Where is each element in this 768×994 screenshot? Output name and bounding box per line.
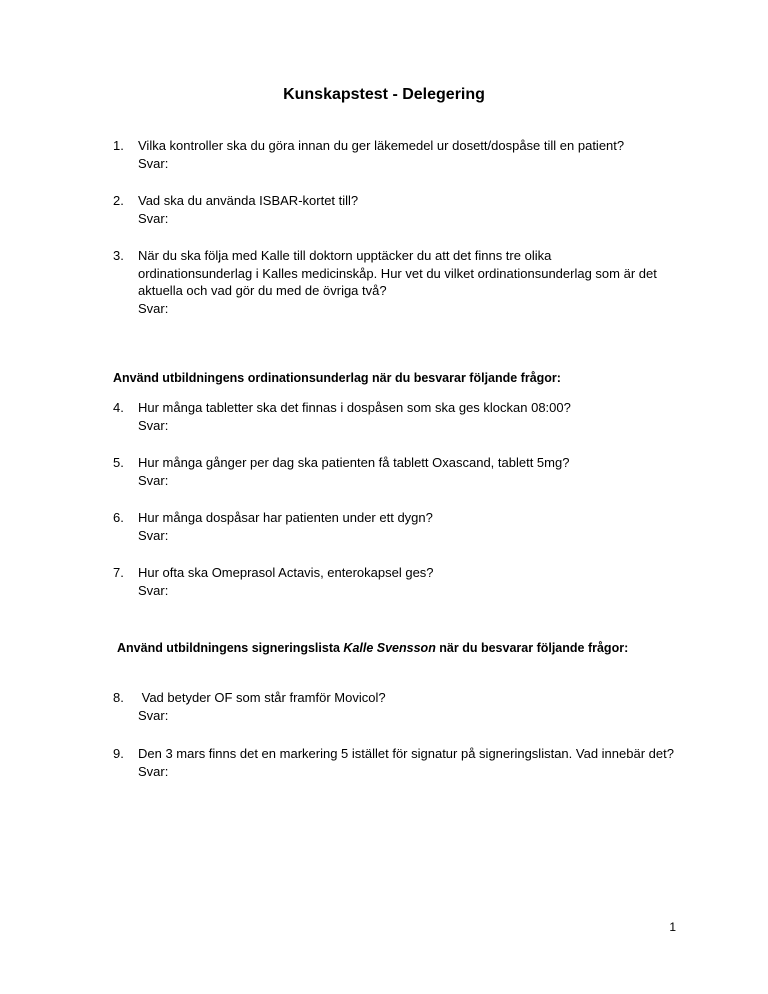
answer-label: Svar: bbox=[138, 527, 169, 543]
question-2 bbox=[113, 192, 713, 227]
question-number: 4. bbox=[113, 400, 124, 415]
answer-label: Svar: bbox=[138, 300, 169, 316]
section-heading-text: Använd utbildningens signeringslista bbox=[117, 641, 344, 655]
question-text-line: ordinationsunderlag i Kalles medicinskåp. Hur vet du vilket ordinationsunderlag som är det bbox=[138, 265, 657, 281]
page-number: 1 bbox=[669, 920, 676, 934]
question-1 bbox=[113, 137, 713, 172]
question-7 bbox=[113, 564, 713, 599]
question-3 bbox=[113, 247, 713, 317]
question-number: 6. bbox=[113, 510, 124, 525]
question-text-line: När du ska följa med Kalle till doktorn upptäcker du att det finns tre olika bbox=[138, 248, 552, 263]
question-number: 3. bbox=[113, 248, 124, 263]
question-text: Hur många tabletter ska det finnas i dospåsen som ska ges klockan 08:00? bbox=[138, 400, 571, 415]
question-number: 5. bbox=[113, 455, 124, 470]
section-heading-text: när du besvarar följande frågor: bbox=[435, 641, 629, 655]
question-8 bbox=[113, 689, 713, 724]
question-number: 1. bbox=[113, 138, 124, 153]
question-number: 8. bbox=[113, 690, 124, 705]
answer-label: Svar: bbox=[138, 763, 169, 779]
question-text: Hur många dospåsar har patienten under ett dygn? bbox=[138, 510, 433, 525]
section-heading-patient-name: Kalle Svensson bbox=[343, 641, 436, 655]
question-number: 2. bbox=[113, 193, 124, 208]
question-text: Den 3 mars finns det en markering 5 istället för signatur på signeringslistan. Vad innebär det? bbox=[138, 746, 674, 761]
question-text: Vad betyder OF som står framför Movicol? bbox=[138, 690, 386, 705]
question-5 bbox=[113, 454, 713, 489]
document-title: Kunskapstest - Delegering bbox=[283, 86, 485, 103]
answer-label: Svar: bbox=[138, 582, 169, 598]
question-number: 7. bbox=[113, 565, 124, 580]
section-heading-signering bbox=[117, 641, 628, 655]
question-number: 9. bbox=[113, 746, 124, 761]
answer-label: Svar: bbox=[138, 210, 169, 226]
answer-label: Svar: bbox=[138, 707, 169, 723]
answer-label: Svar: bbox=[138, 417, 169, 433]
question-text: Vilka kontroller ska du göra innan du ger läkemedel ur dosett/dospåse till en patient? bbox=[138, 138, 625, 153]
question-text: Vad ska du använda ISBAR-kortet till? bbox=[138, 193, 359, 208]
question-4 bbox=[113, 399, 713, 434]
answer-label: Svar: bbox=[138, 155, 169, 171]
question-text: Hur många gånger per dag ska patienten få tablett Oxascand, tablett 5mg? bbox=[138, 455, 570, 470]
answer-label: Svar: bbox=[138, 472, 169, 488]
question-9 bbox=[113, 745, 733, 780]
question-6 bbox=[113, 509, 713, 544]
question-text: Hur ofta ska Omeprasol Actavis, enterokapsel ges? bbox=[138, 565, 434, 580]
question-text-line: aktuella och vad gör du med de övriga två? bbox=[138, 283, 387, 298]
section-heading-ordination: Använd utbildningens ordinationsunderlag när du besvarar följande frågor: bbox=[113, 371, 561, 385]
